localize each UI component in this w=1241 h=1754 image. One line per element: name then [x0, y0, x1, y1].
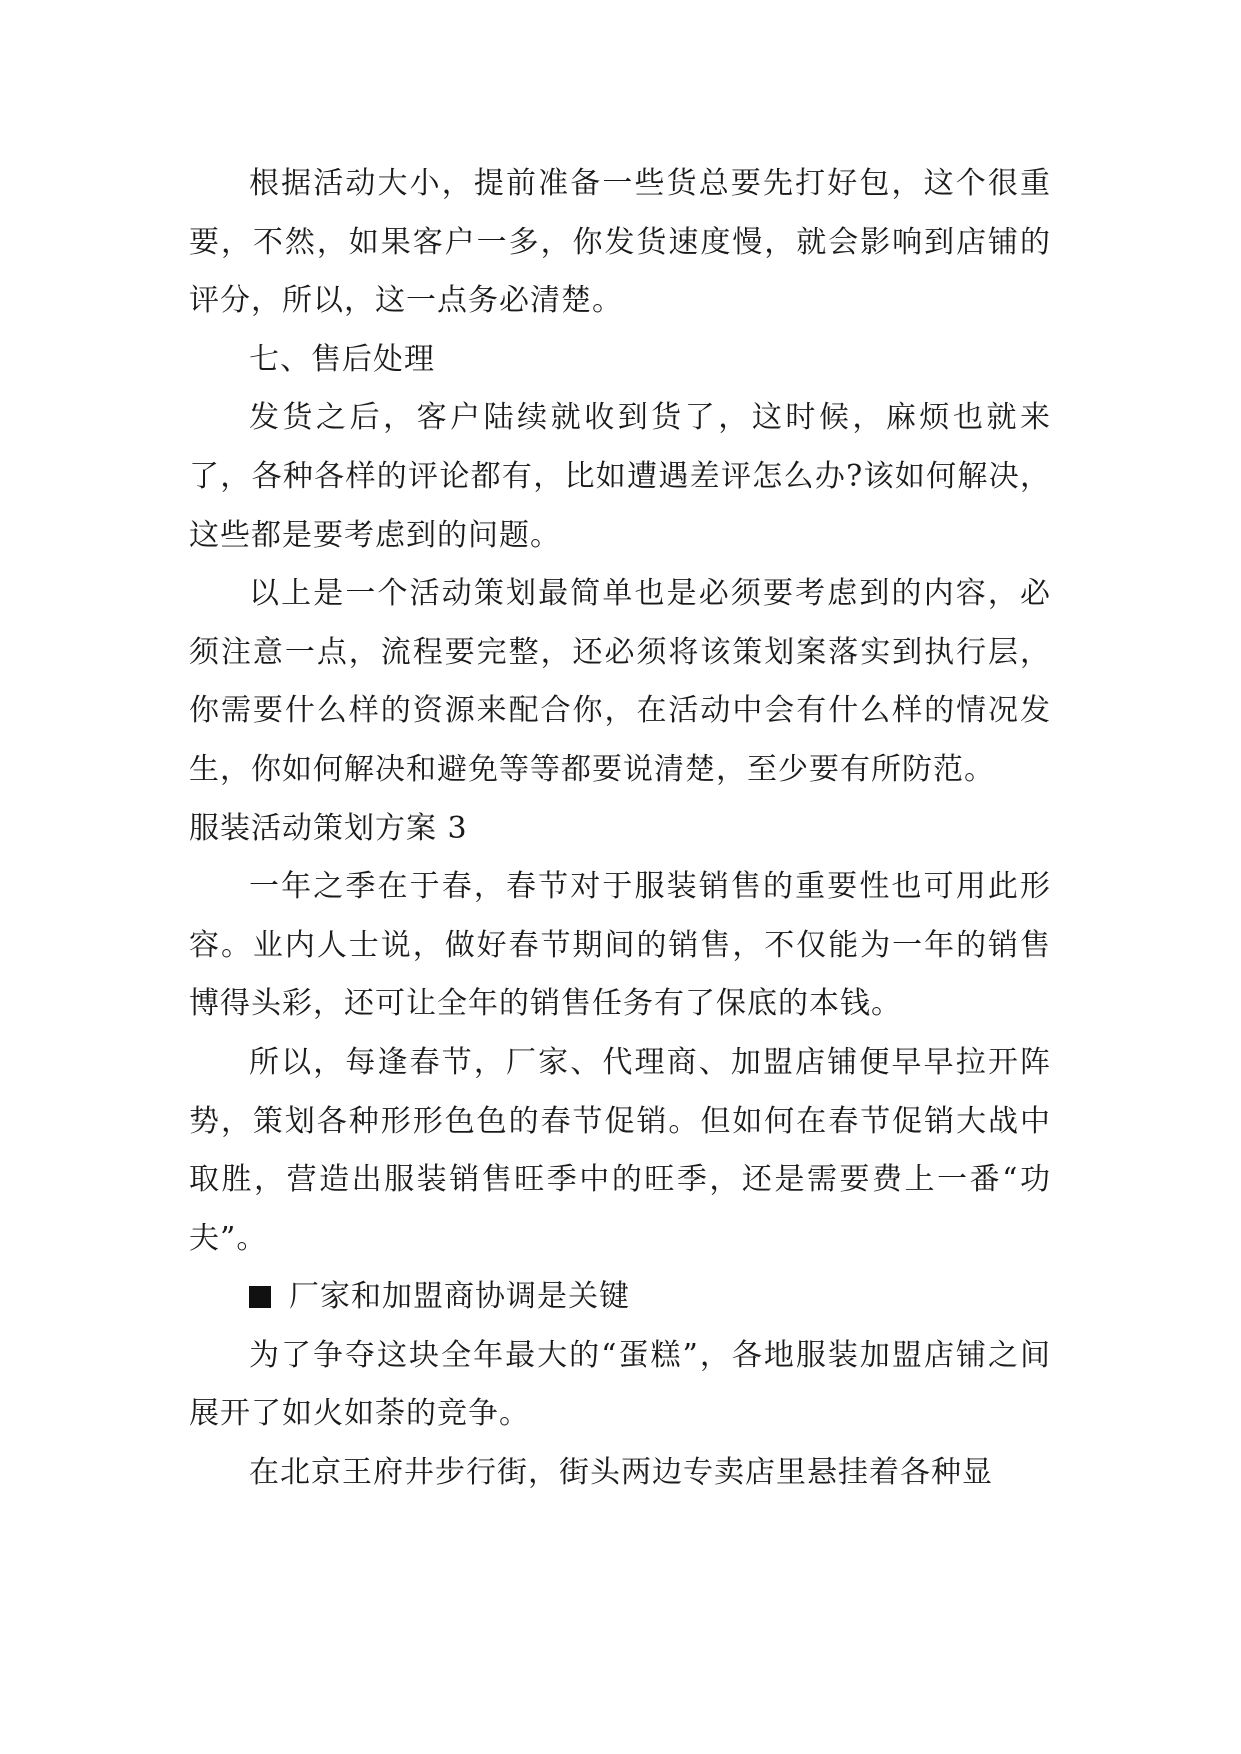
subheading-after-sales: 七、售后处理	[249, 341, 435, 377]
black-square-icon	[249, 1286, 271, 1308]
document-body	[189, 155, 1051, 1503]
paragraph-wangfujing: 在北京王府井步行街，街头两边专卖店里悬挂着各种显	[249, 1455, 993, 1491]
paragraph-after-sales: 发货之后，客户陆续就收到货了，这时候，麻烦也就来了，各种各样的评论都有，比如遭遇差评怎么办?该如何解决，这些都是要考虑到的问题。	[189, 400, 1051, 553]
paragraph-packing: 根据活动大小，提前准备一些货总要先打好包，这个很重要，不然，如果客户一多，你发货速度慢，就会影响到店铺的评分，所以，这一点务必清楚。	[189, 166, 1051, 319]
paragraph-competition: 为了争夺这块全年最大的“蛋糕”，各地服装加盟店铺之间展开了如火如荼的竞争。	[189, 1337, 1051, 1432]
bullet-heading-coordination	[189, 1268, 1051, 1327]
paragraph-spring-festival: 一年之季在于春，春节对于服装销售的重要性也可用此形容。业内人士说，做好春节期间的销售，不仅能为一年的销售博得头彩，还可让全年的销售任务有了保底的本钱。	[189, 869, 1051, 1022]
paragraph-summary: 以上是一个活动策划最简单也是必须要考虑到的内容，必须注意一点，流程要完整，还必须将该策划案落实到执行层，你需要什么样的资源来配合你，在活动中会有什么样的情况发生，你如何解决和避免等等都要说清楚，至少要有所防范。	[189, 576, 1051, 787]
paragraph-promotion: 所以，每逢春节，厂家、代理商、加盟店铺便早早拉开阵势，策划各种形形色色的春节促销。但如何在春节促销大战中取胜，营造出服装销售旺季中的旺季，还是需要费上一番“功夫”。	[189, 1044, 1051, 1256]
section-title-plan-3: 服装活动策划方案 3	[189, 810, 468, 846]
bullet-heading-text: 厂家和加盟商协调是关键	[289, 1279, 630, 1315]
